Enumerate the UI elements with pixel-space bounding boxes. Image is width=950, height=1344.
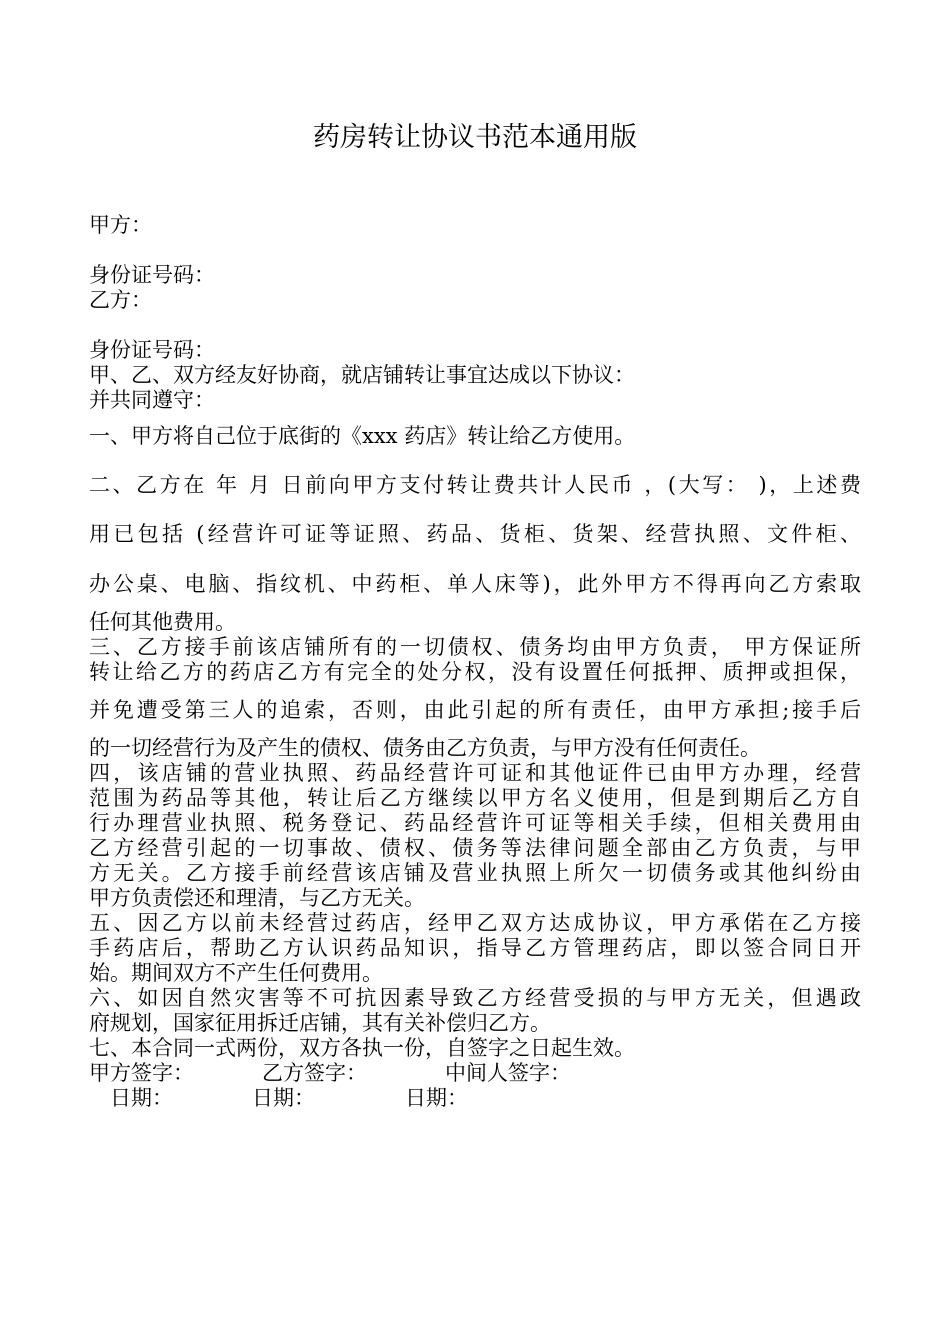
middleman-signature-label: 中间人签字： [445,1061,571,1085]
clause-6-line: 六、如因自然灾害等不可抗因素导致乙方经营受损的与甲方无关，但遇政 [89,986,861,1010]
party-b-signature-label: 乙方签字： [262,1061,367,1085]
clause-3-line: 的一切经营行为及产生的债权、债务由乙方负责，与甲方没有任何责任。 [89,736,761,760]
clause-4-line: 范围为药品等其他，转让后乙方继续以甲方名义使用，但是到期后乙方自 [89,786,861,810]
clause-6-line: 府规划，国家征用拆迁店铺，其有关补偿归乙方。 [89,1011,551,1035]
clause-5-line: 五、因乙方以前未经营过药店，经甲乙双方达成协议，甲方承偌在乙方接 [89,911,861,935]
document-title: 药房转让协议书范本通用版 [313,122,637,153]
clause-4-line: 方无关。乙方接手前经营该店铺及营业执照上所欠一切债务或其他纠纷由 [89,861,861,885]
party-b-label: 乙方： [89,288,152,312]
clause-2-line: 办公桌、电脑、指纹机、中药柜、单人床等)，此外甲方不得再向乙方索取 [89,572,861,596]
clause-3-line: 三、乙方接手前该店铺所有的一切债权、债务均由甲方负责， 甲方保证所 [89,635,861,659]
party-a-date-label: 日期： [110,1086,173,1110]
clause-3-line: 转让给乙方的药店乙方有完全的处分权，没有设置任何抵押、质押或担保， [89,660,861,684]
party-b-id-label: 身份证号码： [89,338,215,362]
clause-4-line: 四，该店铺的营业执照、药品经营许可证和其他证件已由甲方办理，经营 [89,761,861,785]
party-a-label: 甲方： [89,213,152,237]
intro-line: 并共同遵守： [89,388,215,412]
middleman-date-label: 日期： [405,1086,468,1110]
clause-2-line: 二、乙方在 年 月 日前向甲方支付转让费共计人民币 ，(大写： )，上述费 [89,473,861,497]
clause-4-line: 乙方经营引起的一切事故、债权、债务等法律问题全部由乙方负责，与甲 [89,836,861,860]
clause-4-line: 行办理营业执照、税务登记、药品经营许可证等相关手续，但相关费用由 [89,811,861,835]
clause-5-line: 始。期间双方不产生任何费用。 [89,961,383,985]
party-b-date-label: 日期： [252,1086,315,1110]
party-a-signature-label: 甲方签字： [89,1061,194,1085]
clause-2-line: 用已包括 (经营许可证等证照、药品、货柜、货架、经营执照、文件柜、 [89,522,861,546]
clause-1: 一、甲方将自己位于底街的《xxx 药店》转让给乙方使用。 [89,424,636,448]
clause-3-line: 并免遭受第三人的追索，否则，由此引起的所有责任，由甲方承担;接手后 [89,698,861,722]
clause-2-line: 任何其他费用。 [89,610,236,634]
intro-line: 甲、乙、双方经友好协商，就店铺转让事宜达成以下协议： [89,363,635,387]
clause-7: 七、本合同一式两份，双方各执一份，自签字之日起生效。 [89,1036,635,1060]
clause-5-line: 手药店后，帮助乙方认识药品知识，指导乙方管理药店，即以签合同日开 [89,936,861,960]
clause-4-line: 甲方负责偿还和理清，与乙方无关。 [89,886,425,910]
party-a-id-label: 身份证号码： [89,263,215,287]
